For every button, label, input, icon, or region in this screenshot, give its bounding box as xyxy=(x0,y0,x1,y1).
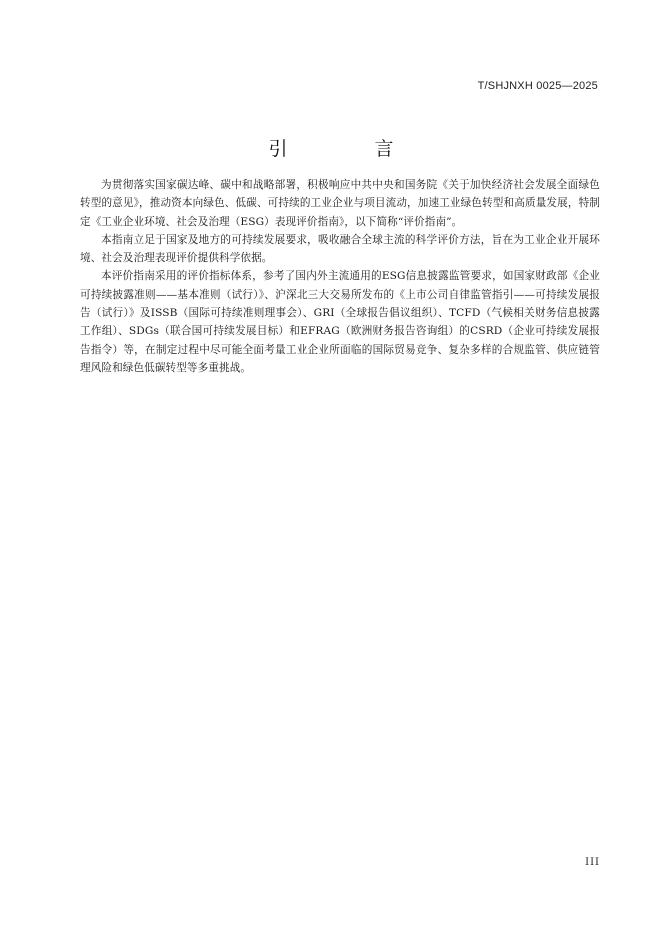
paragraph: 本评价指南采用的评价指标体系，参考了国内外主流通用的ESG信息披露监管要求，如国家财政部《企业可持续披露准则——基本准则（试行）》、沪深北三大交易所发布的《上市公司自律监管指引——可持续发展报告（试行）》及ISSB（国际可持续准则理事会）、GRI（全球报告倡议组织）、TCFD（气候相关财务信息披露工作组）、SDGs（联合国可持续发展目标）和EFRAG（欧洲财务报告咨询组）的CSRD（企业可持续发展报告指令）等，在制定过程中尽可能全面考量工业企业所面临的国际贸易竞争、复杂多样的合规监管、供应链管理风险和绿色低碳转型等多重挑战。 xyxy=(80,270,600,374)
paragraph: 本指南立足于国家及地方的可持续发展要求，吸收融合全球主流的科学评价方法，旨在为工业企业开展环境、社会及治理表现评价提供科学依据。 xyxy=(80,233,600,265)
page-title: 引 言 xyxy=(268,138,428,160)
introduction-body xyxy=(80,176,600,377)
paragraph: 为贯彻落实国家碳达峰、碳中和战略部署，积极响应中共中央和国务院《关于加快经济社会发展全面绿色转型的意见》，推动资本向绿色、低碳、可持续的工业企业与项目流动，加速工业绿色转型和高质量发展，特制定《工业企业环境、社会及治理（ESG）表现评价指南》，以下简称“评价指南”。 xyxy=(80,179,600,228)
page-number: III xyxy=(585,857,600,868)
document-code: T/SHJNXH 0025—2025 xyxy=(477,80,598,92)
